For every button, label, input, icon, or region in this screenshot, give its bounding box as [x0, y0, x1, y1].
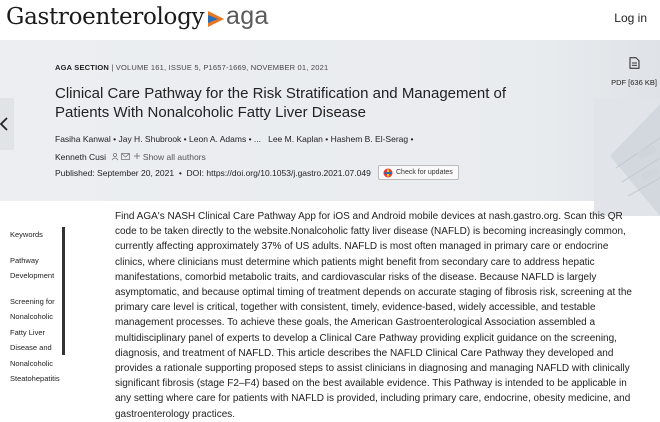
nav-spacer	[10, 243, 68, 253]
check-updates-label: Check for updates	[396, 169, 453, 176]
chevron-left-icon	[0, 116, 10, 132]
pdf-label: PDF [636 KB]	[611, 78, 657, 87]
society-logo[interactable]: aga	[226, 2, 269, 30]
article-thumbnail-decoration	[594, 98, 660, 216]
plus-icon	[133, 152, 141, 160]
author-list: Fasiha Kanwal • Jay H. Shubrook • Leon A. Adams • ... Lee M. Kaplan • Hashem B. El-Serag • Kenneth Cusi Show all authors	[55, 134, 414, 162]
login-link[interactable]: Log in	[614, 11, 647, 25]
author-name[interactable]: Fasiha Kanwal	[55, 134, 111, 144]
person-icon	[111, 153, 119, 160]
nav-item-keywords[interactable]: Keywords	[10, 230, 43, 239]
author-name[interactable]: Kenneth Cusi	[55, 152, 107, 162]
previous-article-button[interactable]	[0, 98, 14, 150]
author-name[interactable]: Hashem B. El-Serag	[330, 134, 409, 144]
section-separator: |	[111, 63, 116, 72]
show-all-authors-link[interactable]: Show all authors	[142, 152, 206, 162]
article-title: Clinical Care Pathway for the Risk Stratification and Management of Patients With Nonalcoholic Fatty Liver Disease	[55, 85, 507, 121]
volume-info: VOLUME 161, ISSUE 5, P1657-1669, NOVEMBER 01, 2021	[115, 63, 329, 72]
nav-item-screening[interactable]: Screening for Nonalcoholic Fatty Liver Disease and Nonalcoholic Steatohepatitis	[10, 296, 60, 383]
author-name[interactable]: Lee M. Kaplan	[268, 134, 323, 144]
crossmark-icon	[383, 168, 393, 178]
article-outline-nav	[10, 227, 68, 387]
check-for-updates-button[interactable]	[378, 165, 459, 180]
abstract-text: Find AGA's NASH Clinical Care Pathway App for iOS and Android mobile devices at nash.gastro.org. Scan this QR code to be taken directly to the website.Nonalcoholic fatty liver disease (NAFLD) is becoming increasingly common, currently affecting approximately 37% of US adults. NAFLD is most often managed in primary care or endocrine clinics, where clinicians must determine which patients might benefit from secondary care to address hepatic manifestations, comorbid metabolic traits, and cardiovascular risks of the disease. Because NAFLD is largely asymptomatic, and because optimal timing of treatment depends on accurate staging of fibrosis risk, screening at the primary care level is critical, together with consistent, timely, evidence-based, widely accessible, and testable management processes. To achieve these goals, the American Gastroenterological Association assembled a multidisciplinary panel of experts to develop a Clinical Care Pathway providing explicit guidance on the screening, diagnosis, and treatment of NAFLD. This article describes the NAFLD Clinical Care Pathway they developed and provides a rationale supporting proposed steps to assist clinicians in diagnosing and managing NAFLD with clinically significant fibrosis (stage F2–F4) based on the best available evidence. This Pathway is intended to be applicable in any setting where care for patients with NAFLD is provided, including primary care, endocrine, obesity medicine, and gastroenterology practices.	[115, 211, 632, 420]
email-icon[interactable]	[121, 153, 130, 160]
publication-info: Published: September 20, 2021 • DOI: https://doi.org/10.1053/j.gastro.2021.07.049	[55, 168, 371, 178]
top-bar	[0, 0, 660, 40]
section-info	[55, 63, 328, 72]
doi-link[interactable]: DOI: https://doi.org/10.1053/j.gastro.2021.07.049	[186, 168, 371, 178]
author-name[interactable]: Jay H. Shubrook	[118, 134, 182, 144]
journal-logo[interactable]: Gastroenterology	[6, 4, 205, 30]
pdf-download-button[interactable]	[610, 57, 658, 90]
author-name[interactable]: Leon A. Adams	[189, 134, 247, 144]
aga-logo-icon	[206, 9, 226, 29]
nav-item-pathway-development[interactable]: Pathway Development	[10, 255, 55, 280]
pdf-file-icon	[629, 57, 640, 69]
article-header	[0, 40, 660, 201]
nav-spacer	[10, 284, 68, 294]
published-date: Published: September 20, 2021	[55, 168, 175, 178]
nav-scroll-indicator[interactable]	[62, 227, 65, 355]
section-label: AGA SECTION	[55, 63, 110, 72]
author-ellipsis: ...	[253, 134, 261, 144]
